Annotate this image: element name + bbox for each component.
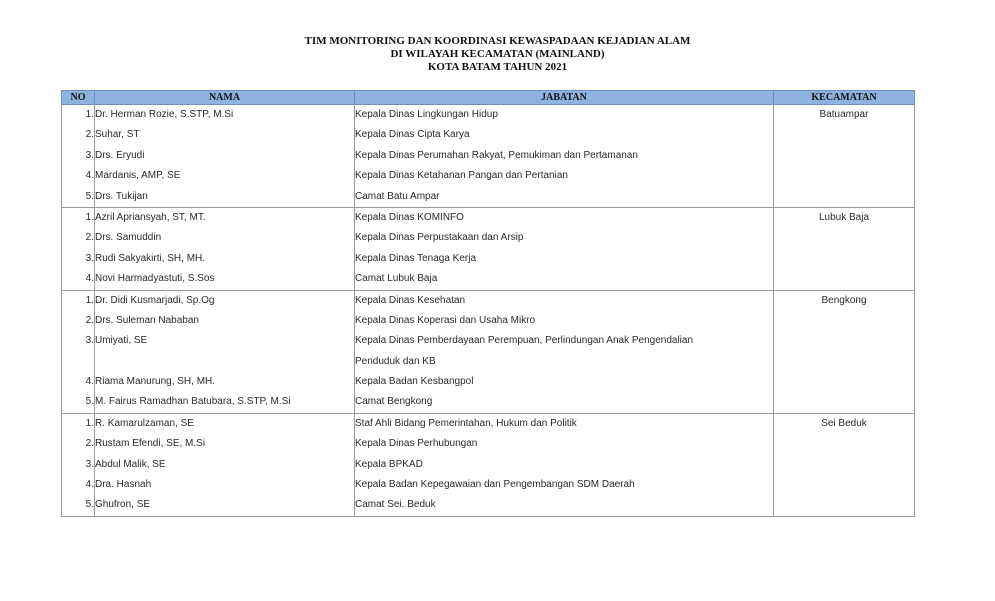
member-position: Kepala Dinas Lingkungan Hidup <box>355 105 774 126</box>
table-row <box>62 352 915 372</box>
member-position: Kepala Dinas Perumahan Rakyat, Pemukiman dan Pertamanan <box>355 146 774 166</box>
member-position: Kepala Dinas Tenaga Kerja <box>355 249 774 269</box>
row-number: 5. <box>62 495 95 516</box>
row-number: 1. <box>62 413 95 434</box>
member-name: Abdul Malik, SE <box>95 455 355 475</box>
member-position: Kepala Badan Kesbangpol <box>355 372 774 392</box>
table-row <box>62 125 915 145</box>
member-name: Azril Apriansyah, ST, MT. <box>95 207 355 228</box>
kecamatan-name <box>774 249 915 269</box>
member-name: Umiyati, SE <box>95 331 355 351</box>
kecamatan-name <box>774 331 915 351</box>
row-number: 3. <box>62 146 95 166</box>
row-number: 3. <box>62 455 95 475</box>
row-number: 4. <box>62 166 95 186</box>
row-number: 4. <box>62 475 95 495</box>
member-position: Kepala Dinas Ketahanan Pangan dan Pertanian <box>355 166 774 186</box>
kecamatan-name <box>774 311 915 331</box>
kecamatan-name <box>774 352 915 372</box>
title-line-1: TIM MONITORING DAN KOORDINASI KEWASPADAAN KEJADIAN ALAM <box>304 35 691 47</box>
kecamatan-name: Batuampar <box>774 105 915 126</box>
table-row <box>62 331 915 351</box>
kecamatan-name <box>774 372 915 392</box>
member-name: Riama Manurung, SH, MH. <box>95 372 355 392</box>
member-position: Kepala Dinas Kesehatan <box>355 290 774 311</box>
row-number: 1. <box>62 290 95 311</box>
member-position: Kepala Dinas Perpustakaan dan Arsip <box>355 228 774 248</box>
member-position: Kepala Dinas Perhubungan <box>355 434 774 454</box>
member-name <box>95 352 355 372</box>
member-position: Staf Ahli Bidang Pemerintahan, Hukum dan Politik <box>355 413 774 434</box>
member-position: Penduduk dan KB <box>355 352 774 372</box>
kecamatan-name: Sei Beduk <box>774 413 915 434</box>
table-row <box>62 392 915 413</box>
kecamatan-name <box>774 475 915 495</box>
table-row <box>62 207 915 228</box>
member-name: Suhar, ST <box>95 125 355 145</box>
kecamatan-name <box>774 125 915 145</box>
member-position: Kepala Dinas Pemberdayaan Perempuan, Perlindungan Anak Pengendalian <box>355 331 774 351</box>
kecamatan-name <box>774 146 915 166</box>
member-position: Camat Bengkong <box>355 392 774 413</box>
table-row <box>62 434 915 454</box>
table-row <box>62 495 915 516</box>
member-position: Kepala Badan Kepegawaian dan Pengembangan SDM Daerah <box>355 475 774 495</box>
header-row <box>62 91 915 105</box>
kecamatan-name <box>774 269 915 290</box>
kecamatan-name <box>774 392 915 413</box>
member-name: Mardanis, AMP, SE <box>95 166 355 186</box>
row-number: 2. <box>62 125 95 145</box>
member-position: Kepala Dinas Cipta Karya <box>355 125 774 145</box>
kecamatan-name <box>774 228 915 248</box>
member-name: Novi Harmadyastuti, S.Sos <box>95 269 355 290</box>
kecamatan-name: Bengkong <box>774 290 915 311</box>
header-jabatan: JABATAN <box>355 91 774 105</box>
member-name: Ghufron, SE <box>95 495 355 516</box>
table-row <box>62 146 915 166</box>
header-nama: NAMA <box>95 91 355 105</box>
title-line-2: DI WILAYAH KECAMATAN (MAINLAND) <box>390 48 605 60</box>
member-name: Drs. Samuddin <box>95 228 355 248</box>
table-row <box>62 455 915 475</box>
row-number: 5. <box>62 392 95 413</box>
table-row <box>62 372 915 392</box>
table-row <box>62 228 915 248</box>
member-position: Camat Lubuk Baja <box>355 269 774 290</box>
member-name: Drs. Tukijan <box>95 187 355 208</box>
member-name: R. Kamarulzaman, SE <box>95 413 355 434</box>
row-number: 3. <box>62 249 95 269</box>
row-number: 4. <box>62 372 95 392</box>
row-number: 2. <box>62 434 95 454</box>
table-row <box>62 187 915 208</box>
member-name: Rustam Efendi, SE, M.Si <box>95 434 355 454</box>
member-name: M. Fairus Ramadhan Batubara, S.STP, M.Si <box>95 392 355 413</box>
roster-body <box>62 105 915 517</box>
row-number <box>62 352 95 372</box>
kecamatan-name <box>774 455 915 475</box>
row-number: 2. <box>62 228 95 248</box>
member-name: Dra. Hasnah <box>95 475 355 495</box>
row-number: 1. <box>62 207 95 228</box>
table-row <box>62 311 915 331</box>
member-name: Drs. Suleman Nababan <box>95 311 355 331</box>
kecamatan-name: Lubuk Baja <box>774 207 915 228</box>
row-number: 2. <box>62 311 95 331</box>
member-name: Drs. Eryudi <box>95 146 355 166</box>
member-name: Dr. Herman Rozie, S.STP, M.Si <box>95 105 355 126</box>
roster-table <box>61 90 915 517</box>
table-row <box>62 475 915 495</box>
member-name: Dr. Didi Kusmarjadi, Sp.Og <box>95 290 355 311</box>
table-row <box>62 166 915 186</box>
document-title <box>0 35 995 74</box>
member-position: Camat Sei. Beduk <box>355 495 774 516</box>
row-number: 5. <box>62 187 95 208</box>
header-kecamatan: KECAMATAN <box>774 91 915 105</box>
header-no: NO <box>62 91 95 105</box>
member-position: Kepala Dinas KOMINFO <box>355 207 774 228</box>
member-position: Camat Batu Ampar <box>355 187 774 208</box>
table-row <box>62 105 915 126</box>
kecamatan-name <box>774 434 915 454</box>
table-row <box>62 249 915 269</box>
row-number: 1. <box>62 105 95 126</box>
row-number: 3. <box>62 331 95 351</box>
kecamatan-name <box>774 187 915 208</box>
table-row <box>62 269 915 290</box>
member-name: Rudi Sakyakirti, SH, MH. <box>95 249 355 269</box>
row-number: 4. <box>62 269 95 290</box>
member-position: Kepala Dinas Koperasi dan Usaha Mikro <box>355 311 774 331</box>
table-row <box>62 290 915 311</box>
table-row <box>62 413 915 434</box>
kecamatan-name <box>774 495 915 516</box>
title-line-3: KOTA BATAM TAHUN 2021 <box>427 61 568 73</box>
member-position: Kepala BPKAD <box>355 455 774 475</box>
kecamatan-name <box>774 166 915 186</box>
